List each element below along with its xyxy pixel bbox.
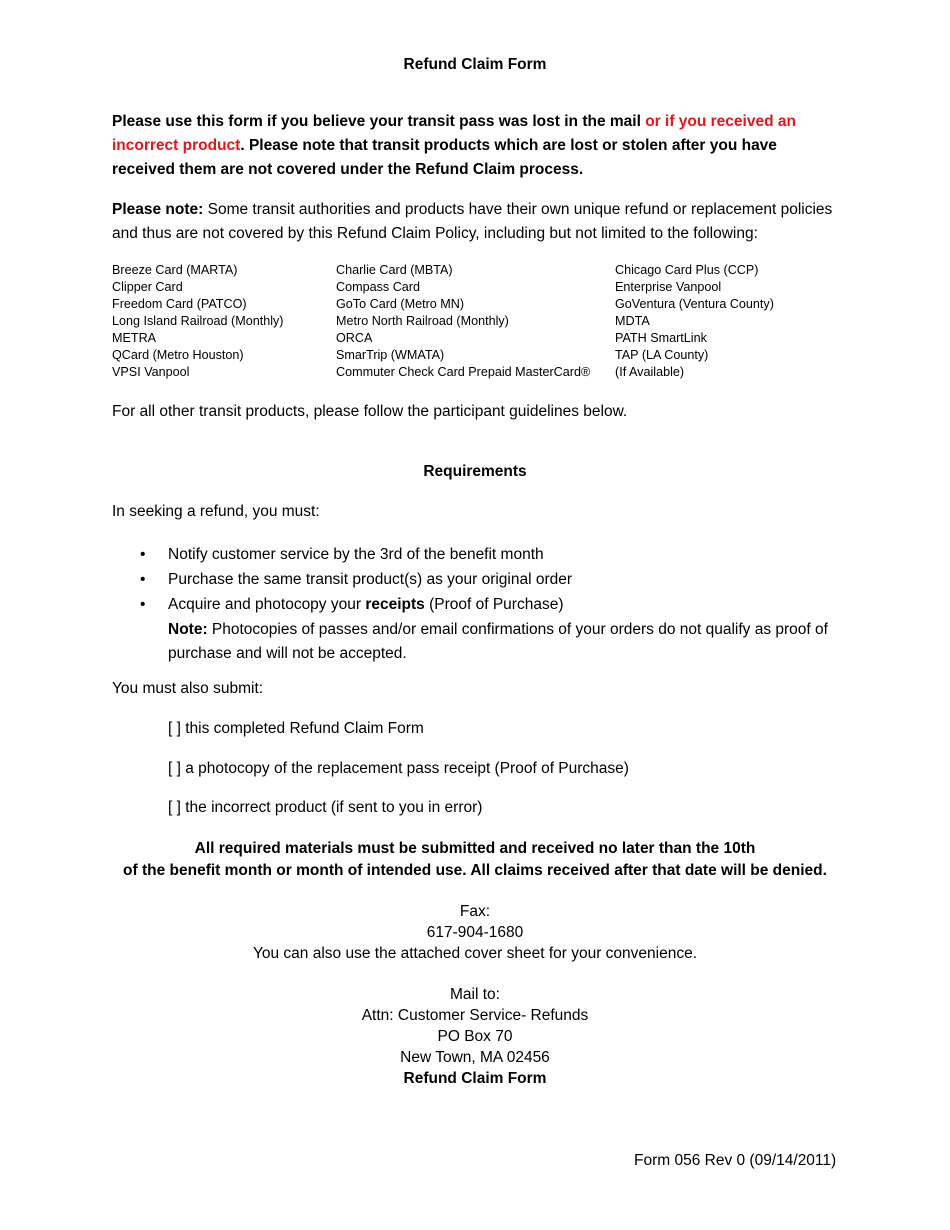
product-item: Clipper Card xyxy=(112,280,183,294)
products-column-1 xyxy=(112,262,284,381)
submit-item-product: [ ] the incorrect product (if sent to you in error) xyxy=(168,799,483,816)
bullet-icon: • xyxy=(140,596,146,613)
product-item: SmarTrip (WMATA) xyxy=(336,348,445,362)
seeking-text: In seeking a refund, you must: xyxy=(112,503,320,520)
product-item: (If Available) xyxy=(615,365,685,379)
product-item: VPSI Vanpool xyxy=(112,365,190,379)
product-item: GoTo Card (Metro MN) xyxy=(336,297,465,311)
product-item: Enterprise Vanpool xyxy=(615,280,722,294)
list-item xyxy=(112,567,852,592)
intro-text-red: or if you received an incorrect product xyxy=(112,113,796,154)
product-item: Long Island Railroad (Monthly) xyxy=(112,314,284,328)
mail-attn: Attn: Customer Service- Refunds xyxy=(361,1007,589,1024)
page-title: Refund Claim Form xyxy=(403,56,547,73)
bullet-icon: • xyxy=(140,571,146,588)
product-item: Metro North Railroad (Monthly) xyxy=(336,314,509,328)
product-item: Breeze Card (MARTA) xyxy=(112,263,238,277)
submit-item-form: [ ] this completed Refund Claim Form xyxy=(168,720,424,737)
product-item: ORCA xyxy=(336,331,373,345)
fax-label: Fax: xyxy=(459,903,491,920)
receipts-note xyxy=(168,618,852,666)
list-item-text: Notify customer service by the 3rd of the benefit month xyxy=(168,546,544,563)
products-column-2 xyxy=(336,262,590,381)
intro-text-2: . Please note that transit products which are lost or stolen after you have received them are not covered under the Refund Claim process. xyxy=(112,137,777,178)
subnote-text: Photocopies of passes and/or email confirmations of your orders do not qualify as proof of purchase and will not be accepted. xyxy=(168,621,828,662)
product-item: GoVentura (Ventura County) xyxy=(615,297,774,311)
requirements-heading: Requirements xyxy=(423,463,527,480)
product-item: TAP (LA County) xyxy=(615,348,709,362)
note-paragraph xyxy=(112,198,852,246)
list-item-text: Purchase the same transit product(s) as your original order xyxy=(168,571,573,588)
product-item: Freedom Card (PATCO) xyxy=(112,297,247,311)
product-item: PATH SmartLink xyxy=(615,331,707,345)
mail-box: PO Box 70 xyxy=(437,1028,513,1045)
list-item xyxy=(112,542,852,567)
mail-block xyxy=(0,984,950,1089)
products-column-3 xyxy=(615,262,774,381)
intro-text-1: Please use this form if you believe your transit pass was lost in the mail xyxy=(112,113,646,130)
list-item-text: Acquire and photocopy your xyxy=(168,596,366,613)
fax-note: You can also use the attached cover sheet for your convenience. xyxy=(252,945,698,962)
product-item: METRA xyxy=(112,331,157,345)
mail-form-name: Refund Claim Form xyxy=(403,1070,547,1087)
other-products-text: For all other transit products, please follow the participant guidelines below. xyxy=(112,403,628,420)
receipts-emphasis: receipts xyxy=(365,596,425,613)
product-item: QCard (Metro Houston) xyxy=(112,348,244,362)
submit-item-receipt: [ ] a photocopy of the replacement pass receipt (Proof of Purchase) xyxy=(168,760,629,777)
product-item: Charlie Card (MBTA) xyxy=(336,263,453,277)
product-item: Compass Card xyxy=(336,280,420,294)
submit-intro: You must also submit: xyxy=(112,680,264,697)
deadline-line-1: All required materials must be submitted and received no later than the 10th xyxy=(194,840,756,857)
requirements-list xyxy=(112,542,852,666)
product-item: Chicago Card Plus (CCP) xyxy=(615,263,759,277)
product-item: Commuter Check Card Prepaid MasterCard® xyxy=(336,365,591,379)
note-text: Some transit authorities and products have their own unique refund or replacement policies and thus are not covered by this Refund Claim Policy, including but not limited to the following: xyxy=(112,201,833,242)
subnote-label: Note: xyxy=(168,621,208,638)
intro-paragraph xyxy=(112,110,842,182)
note-label: Please note: xyxy=(112,201,204,218)
form-number: Form 056 Rev 0 (09/14/2011) xyxy=(634,1152,837,1169)
deadline-line-2: of the benefit month or month of intended use. All claims received after that date will be denied. xyxy=(123,862,827,879)
list-item xyxy=(112,592,852,666)
bullet-icon: • xyxy=(140,546,146,563)
mail-city: New Town, MA 02456 xyxy=(400,1049,550,1066)
deadline-notice xyxy=(0,838,950,882)
fax-block xyxy=(0,901,950,964)
fax-number: 617-904-1680 xyxy=(426,924,524,941)
list-item-text-after: (Proof of Purchase) xyxy=(424,596,564,613)
product-item: MDTA xyxy=(615,314,650,328)
mail-label: Mail to: xyxy=(450,986,500,1003)
